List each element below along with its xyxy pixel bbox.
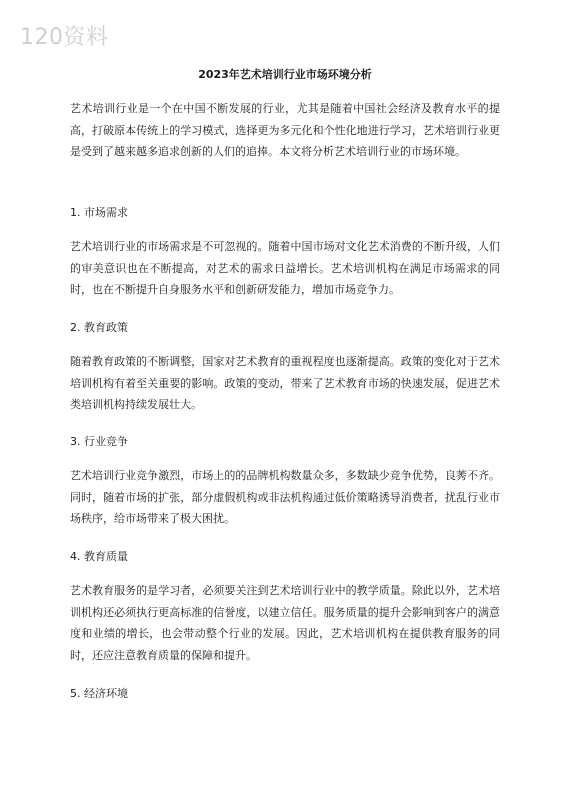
intro-paragraph: 艺术培训行业是一个在中国不断发展的行业，尤其是随着中国社会经济及教育水平的提高，打破原本传统上的学习模式，选择更为多元化和个性化地进行学习，艺术培训行业更是受到了越来越多追求创新的人们的追捧。本文将分析艺术培训行业的市场环境。 <box>70 102 500 158</box>
section-body-education-quality: 艺术教育服务的是学习者，必须要关注到艺术培训行业中的教学质量。除此以外，艺术培训机构还必须执行更高标准的信誉度，以建立信任。服务质量的提升会影响到客户的满意度和业绩的增长，也会带动整个行业的发展。因此，艺术培训机构在提供教育服务的同时，还应注意教育质量的保障和提升。 <box>70 584 500 662</box>
watermark-logo: 120资料 <box>20 25 109 50</box>
section-body-education-policy: 随着教育政策的不断调整，国家对艺术教育的重视程度也逐渐提高。政策的变化对于艺术培训机构有着至关重要的影响。政策的变动，带来了艺术教育市场的快速发展，促进艺术类培训机构持续发展壮大。 <box>70 355 500 411</box>
section-heading-industry-competition: 3. 行业竞争 <box>70 435 128 448</box>
section-body-industry-competition: 艺术培训行业竞争激烈，市场上的的品牌机构数量众多，多数缺少竞争优势，良莠不齐。同时，随着市场的扩张，部分虚假机构或非法机构通过低价策略诱导消费者，扰乱行业市场秩序，给市场带来了极大困扰。 <box>70 469 500 525</box>
section-heading-economic-environment: 5. 经济环境 <box>70 687 128 700</box>
section-heading-market-demand: 1. 市场需求 <box>70 206 128 219</box>
section-heading-education-policy: 2. 教育政策 <box>70 321 128 334</box>
document-title: 2023年艺术培训行业市场环境分析 <box>198 68 372 81</box>
section-heading-education-quality: 4. 教育质量 <box>70 550 128 563</box>
section-body-market-demand: 艺术培训行业的市场需求是不可忽视的。随着中国市场对文化艺术消费的不断升级，人们的审美意识也在不断提高，对艺术的需求日益增长。艺术培训机构在满足市场需求的同时，也在不断提升自身服务水平和创新研发能力，增加市场竞争力。 <box>70 240 500 296</box>
